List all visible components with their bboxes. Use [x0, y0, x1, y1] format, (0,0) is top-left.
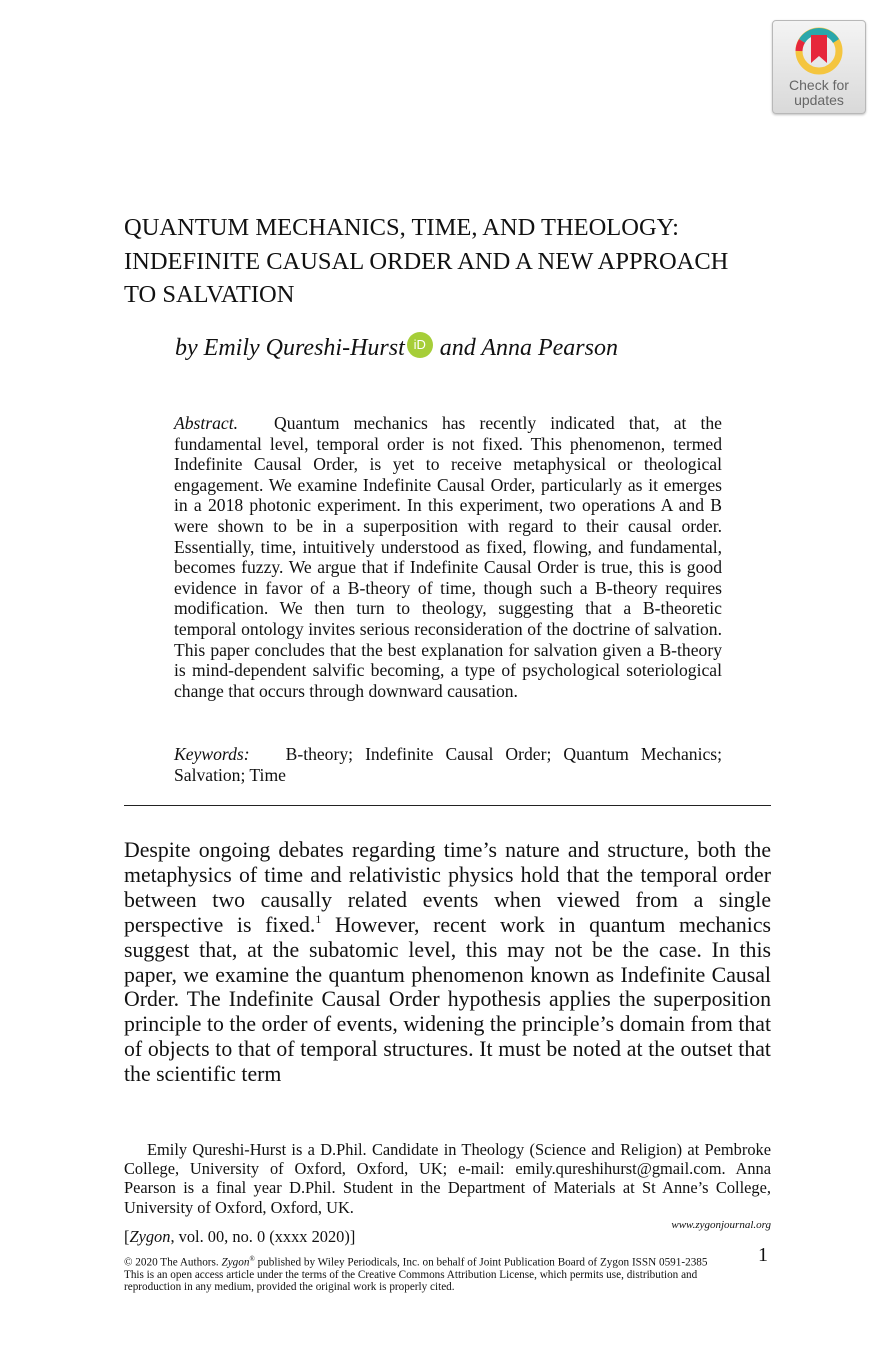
license-notice: [124, 1253, 764, 1294]
abstract-text: Quantum mechanics has recently indicated that, at the fundamental level, temporal order is not fixed. This phenomenon, termed Indefinite Causal Order, is yet to receive metaphysical or theological engagement. We examine Indefinite Causal Order, particularly as it emerges in a 2018 photonic experiment. In this experiment, two operations A and B were shown to be in a superposition with regard to their causal order. Essentially, time, intuitively understood as fixed, flowing, and fundamental, becomes fuzzy. We argue that if Indefinite Causal Order is true, this is good evidence in favor of a B-theory of time, though such a B-theory requires modification. We then turn to theology, suggesting that a B-theoretic temporal ontology invites serious reconsideration of the doctrine of salvation. This paper concludes that the best explanation for salvation given a B-theory is mind-dependent salvific becoming, a type of psychological soteriological change that occurs through downward causation.: [174, 413, 722, 701]
license-copyright: © 2020 The Authors.: [124, 1256, 219, 1269]
orcid-icon[interactable]: iD: [407, 332, 433, 358]
page-number: 1: [758, 1244, 768, 1266]
body-text-part2: However, recent work in quantum mechanics suggest that, at the subatomic level, this may not be the case. In this paper, we examine the quantum phenomenon known as Indefinite Causal Order. The Indefinite Causal Order hypothesis applies the superposition principle to the order of events, widening the principle’s domain from that of objects to that of temporal structures. It must be noted at the outset that the scientific term: [124, 912, 771, 1087]
abstract-label: Abstract.: [174, 413, 239, 433]
journal-citation: [124, 1227, 355, 1247]
citation-open: [: [124, 1227, 130, 1246]
journal-url[interactable]: www.zygonjournal.org: [671, 1219, 771, 1231]
crossmark-icon: [793, 25, 845, 77]
keywords-text: B-theory; Indefinite Causal Order; Quantum Mechanics; Salvation; Time: [174, 744, 722, 785]
keywords: [174, 744, 722, 785]
body-paragraph: [124, 838, 771, 1087]
title-line-3: TO SALVATION: [124, 281, 295, 308]
license-line1-rest: published by Wiley Periodicals, Inc. on behalf of Joint Publication Board of Zygon ISSN 0591-2385: [254, 1256, 708, 1269]
byline-first-author: by Emily Qureshi-Hurst: [175, 335, 405, 361]
check-for-updates-badge[interactable]: [772, 20, 866, 114]
abstract: [174, 413, 722, 701]
footnote-marker[interactable]: 1: [315, 911, 322, 926]
title-line-2: INDEFINITE CAUSAL ORDER AND A NEW APPROACH: [124, 247, 729, 275]
crossmark-bookmark: [811, 35, 827, 63]
badge-line1: Check for: [789, 77, 849, 93]
article-title: [124, 211, 784, 312]
byline: [175, 331, 618, 365]
keywords-label: Keywords:: [174, 744, 250, 764]
license-reg: ®: [249, 1255, 255, 1263]
byline-second-author: and Anna Pearson: [439, 335, 618, 361]
body-text-part1: Despite ongoing debates regarding time’s nature and structure, both the metaphysics of time and relativistic physics hold that the temporal order between two causally related events when viewed from a single perspective is fixed.: [124, 838, 771, 937]
section-divider: [124, 805, 771, 806]
citation-journal: Zygon: [129, 1227, 171, 1246]
title-line-1: QUANTUM MECHANICS, TIME, AND THEOLOGY:: [124, 214, 679, 241]
license-line-2: This is an open access article under the terms of the Creative Commons Attribution License, which permits use, distribution and: [124, 1269, 698, 1282]
badge-line2: updates: [794, 92, 844, 108]
crossmark-ring-red: [799, 41, 802, 51]
license-line-1: [124, 1253, 764, 1269]
author-note: Emily Qureshi-Hurst is a D.Phil. Candidate in Theology (Science and Religion) at Pembroke College, University of Oxford, Oxford, UK; e-mail: emily.qureshihurst@gmail.com. Anna Pearson is a final year D.Phil. Student in the Department of Materials at St Anne’s College, University of Oxford, Oxford, UK.: [124, 1140, 771, 1217]
citation-rest: , vol. 00, no. 0 (xxxx 2020)]: [170, 1227, 356, 1246]
license-line-3: reproduction in any medium, provided the original work is properly cited.: [124, 1281, 455, 1294]
license-journal: Zygon: [221, 1256, 250, 1269]
